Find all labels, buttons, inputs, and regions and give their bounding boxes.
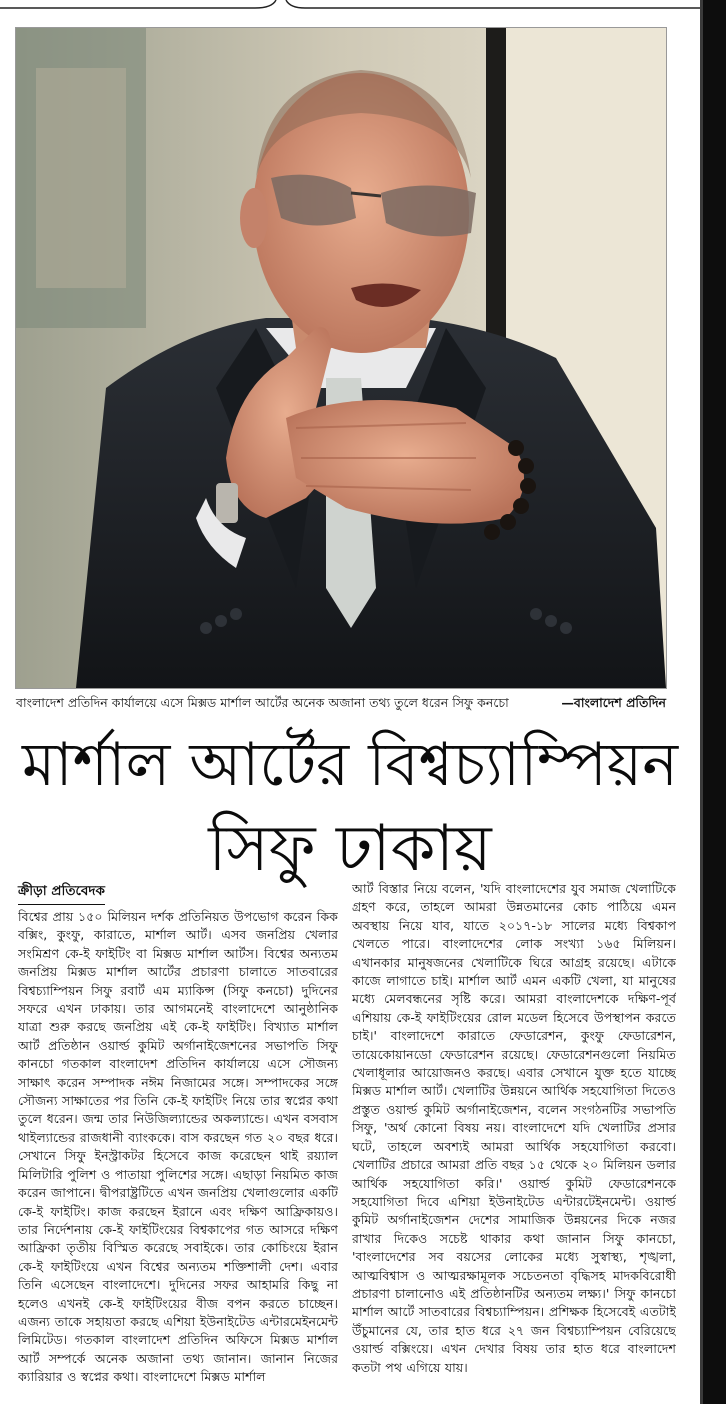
article-column-2: আর্ট বিস্তার নিয়ে বলেন, 'যদি বাংলাদেশের যুব সমাজ খেলাটিকে গ্রহণ করে, তাহলে আমরা উন্নতমানের কোচ পাঠিয়ে এমন অবস্থায় নিয়ে যাব, যাতে ২০১৭-১৮ সালের মধ্যে বিশ্বকাপ খেলতে পারে। বাংলাদেশের লোক সংখ্যা ১৬৫ মিলিয়ন। এখানকার মানুষজনের খেলাটিকে ঘিরে আগ্রহ রয়েছে। এটাকে কাজে লাগাতে চাই। মার্শাল আর্ট এমন একটি খেলা, যা মানুষের মধ্যে মেলবন্ধনের সৃষ্টি করে। আমরা বাংলাদেশকে দক্ষিণ-পূর্ব এশিয়ায় কে-ই ফাইটিংয়ের রোল মডেল হিসেবে উপস্থাপন করতে চাই।' বাংলাদেশে কারাতে ফেডারেশন, কুংফু ফেডারেশন, তায়েকোয়ানডো ফেডারেশন রয়েছে। ফেডারেশনগুলো নিয়মিত খেলাধূলার আয়োজনও করছে। এবার সেখানে যুক্ত হতে যাচ্ছে মিক্সড মার্শাল আর্ট। খেলাটির উন্নয়নে আর্থিক সহযোগিতা দিতেও প্রস্তুত ওয়ার্ল্ড কুমিট অর্গানাইজেশন, বলেন সংগঠনটির সভাপতি সিফু, 'অর্থ কোনো বিষয় নয়। বাংলাদেশে যদি খেলাটির প্রসার ঘটে, তাহলে অবশ্যই আমরা আর্থিক সহযোগিতা করবো। খেলাটির প্রচারে আমরা প্রতি বছর ১৫ থেকে ২০ মিলিয়ন ডলার আর্থিক সহযোগিতা করি।' ওয়ার্ল্ড কুমিট ফেডারেশনকে সহযোগিতা দিবে এশিয়া ইউনাইটেড এন্টারটেইনমেন্ট। ওয়ার্ল্ড কুমিট অর্গানাইজেশন দেশের সামাজিক উন্নয়নের দিকে নজর রাখার দিকেও সচেষ্ট থাকার কথা জানান সিফু কানচো, 'বাংলাদেশের সব বয়সের লোকের মধ্যে সুস্বাস্থ্য, শৃঙ্খলা, আত্মবিশ্বাস ও আত্মরক্ষামূলক সচেতনতা বৃদ্ধিসহ মাদকবিরোধী প্রচারণা চালানোও এই প্রতিষ্ঠানটির অন্যতম লক্ষ্য।' সিফু কানচো মার্শাল আর্টে সাতবারের বিশ্বচ্যাম্পিয়ন। প্রশিক্ষক হিসেবেই এতটাই উঁচুমানের যে, তার হাত ধরে ২৭ জন বিশ্বচ্যাম্পিয়ন বেরিয়েছে ওয়ার্ল্ড বক্সিংয়ে। এখন দেখার বিষয় তার হাত ধরে বাংলাদেশ কতটা পথ এগিয়ে যায়।	[352, 881, 676, 1375]
photo-caption	[16, 693, 666, 713]
headline-line-1: মার্শাল আর্টের বিশ্বচ্যাম্পিয়ন	[21, 730, 679, 800]
page-edge-strip	[700, 0, 726, 1404]
byline: ক্রীড়া প্রতিবেদক	[18, 880, 105, 905]
article-column-1: বিশ্বের প্রায় ১৫০ মিলিয়ন দর্শক প্রতিনিয়ত উপভোগ করেন কিক বক্সিং, কুংফু, কারাতে, মার্শাল আর্ট। এসব জনপ্রিয় খেলার সংমিশ্রণ কে-ই ফাইটিং বা মিক্সড মার্শাল আর্টস। বিশ্বের অন্যতম জনপ্রিয় মিক্সড মার্শাল আর্টের প্রচারণা চালাতে সাতবারের বিশ্বচ্যাম্পিয়ন সিফু রবার্ট এম ম্যাকিন্স (সিফু কনচো) দুদিনের সফরে এখন ঢাকায়। তার আগমনেই বাংলাদেশে আনুষ্ঠানিক যাত্রা শুরু করছে জনপ্রিয় এই কে-ই ফাইটিং। বিখ্যাত মার্শাল আর্ট প্রতিষ্ঠান ওয়ার্ল্ড কুমিট অর্গানাইজেশনের সভাপতি সিফু কানচো গতকাল বাংলাদেশ প্রতিদিন কার্যালয়ে এসে সৌজন্য সাক্ষাৎ করেন সম্পাদক নঈম নিজামের সঙ্গে। সম্পাদকের সঙ্গে সৌজন্য সাক্ষাতের পর তিনি কে-ই ফাইটিং নিয়ে তার স্বপ্নের কথা তুলে ধরেন। জন্ম তার নিউজিল্যান্ডের অকল্যান্ডে। এখন বসবাস থাইল্যান্ডের রাজধানী ব্যাংককে। বাস করছেন গত ২০ বছর ধরে। সেখানে সিফু ইনস্ট্রাকটর হিসেবে কাজ করেছেন থাই রয়্যাল মিলিটারি পুলিশ ও পাতায়া পুলিশের সঙ্গে। এছাড়া নিয়মিত কাজ করেন জাপানে। দ্বীপরাষ্ট্রটিতে এখন জনপ্রিয় খেলাগুলোর একটি কে-ই ফাইটিং। কাজ করছেন ইরানে এবং দক্ষিণ আফ্রিকায়ও। তার নির্দেশনায় কে-ই ফাইটিংয়ের বিশ্বকাপের গত আসরে দক্ষিণ আফ্রিকা তৃতীয় বিস্মিত করেছে সবাইকে। তার কোচিংয়ে ইরান কে-ই ফাইটিংয়ে এখন বিশ্বের অন্যতম শক্তিশালী দেশ। এবার তিনি এসেছেন বাংলাদেশে। দুদিনের সফর আহামরি কিছু না হলেও এখনই কে-ই ফাইটিংয়ের বীজ বপন করতে চাচ্ছেন। এজন্য তাকে সহায়তা করছে এশিয়া ইউনাইটেড এন্টারমেইনমেন্ট লিমিটেড। গতকাল বাংলাদেশ প্রতিদিন অফিসে মিক্সড মার্শাল আর্ট সম্পর্কে অনেক অজানা তথ্য জানান। জানান নিজের ক্যারিয়ার ও স্বপ্নের কথা। বাংলাদেশে মিক্সড মার্শাল	[18, 909, 338, 1385]
portrait-photo	[15, 27, 667, 689]
page-top-border	[0, 0, 726, 18]
headline	[0, 722, 700, 890]
headline-line-2: সিফু ঢাকায়	[208, 812, 492, 886]
caption-text: বাংলাদেশ প্রতিদিন কার্যালয়ে এসে মিক্সড মার্শাল আর্টের অনেক অজানা তথ্য তুলে ধরেন সিফু কনচো	[16, 695, 509, 710]
photo-credit: —বাংলাদেশ প্রতিদিন	[561, 695, 666, 710]
